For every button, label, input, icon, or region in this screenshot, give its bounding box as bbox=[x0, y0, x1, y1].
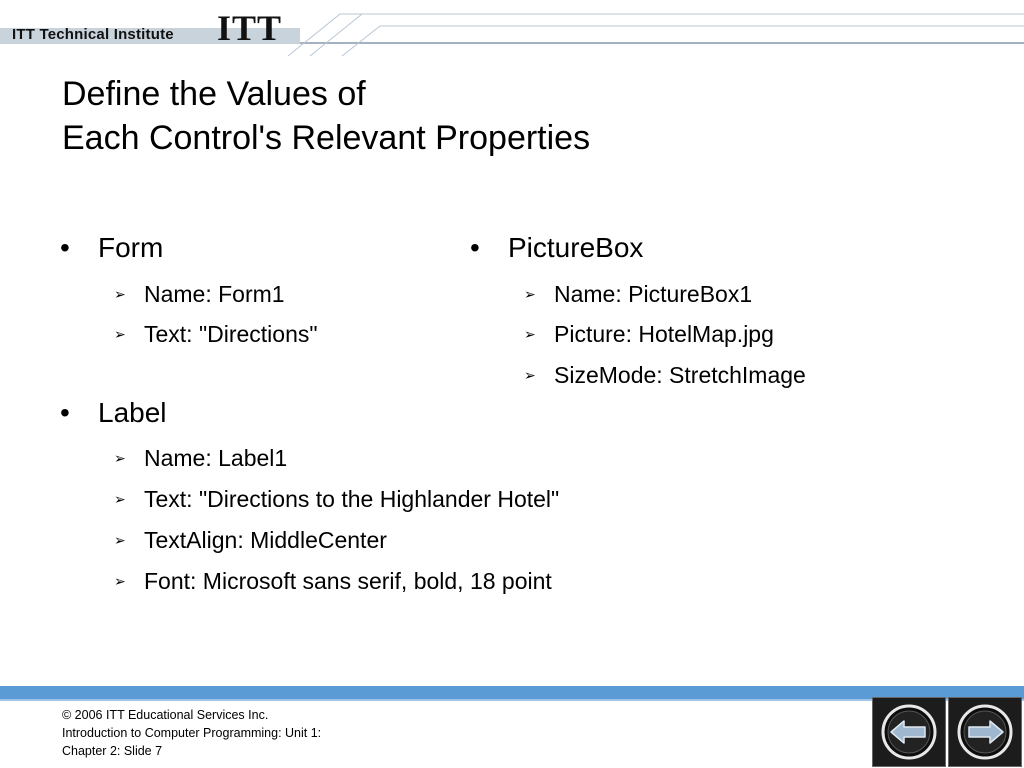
footer-band-shadow bbox=[0, 699, 1024, 701]
sub-item-label-font: ➢ Font: Microsoft sans serif, bold, 18 point bbox=[114, 568, 552, 594]
title-line-1: Define the Values of bbox=[62, 75, 366, 113]
arrow-bullet-icon: ➢ bbox=[114, 450, 126, 466]
slide-header bbox=[0, 0, 1024, 60]
institute-name: ITT Technical Institute bbox=[12, 26, 174, 43]
arrow-right-icon bbox=[954, 703, 1016, 761]
sub-item-picturebox-name: ➢ Name: PictureBox1 bbox=[524, 281, 753, 307]
footer-line-3: Chapter 2: Slide 7 bbox=[62, 744, 163, 758]
arrow-bullet-icon: ➢ bbox=[524, 367, 536, 383]
bullet-dot: • bbox=[470, 232, 480, 263]
header-decoration bbox=[280, 0, 1024, 58]
bullet-label-label: Label bbox=[98, 397, 167, 428]
bullet-form bbox=[60, 231, 163, 265]
arrow-bullet-icon: ➢ bbox=[114, 326, 126, 342]
sub-item-picturebox-picture: ➢ Picture: HotelMap.jpg bbox=[524, 321, 774, 347]
sub-item-label-name: ➢ Name: Label1 bbox=[114, 445, 288, 471]
footer-band bbox=[0, 686, 1024, 699]
itt-logo: ITT bbox=[217, 8, 283, 48]
arrow-bullet-icon: ➢ bbox=[114, 286, 126, 302]
slide-title bbox=[62, 72, 962, 160]
footer-copyright bbox=[62, 706, 321, 760]
arrow-left-icon bbox=[878, 703, 940, 761]
sub-item-picturebox-sizemode: ➢ SizeMode: StretchImage bbox=[524, 362, 806, 388]
arrow-bullet-icon: ➢ bbox=[114, 532, 126, 548]
arrow-bullet-icon: ➢ bbox=[114, 491, 126, 507]
bullet-dot: • bbox=[60, 232, 70, 263]
sub-item-form-name: ➢ Name: Form1 bbox=[114, 281, 285, 307]
bullet-picturebox-label: PictureBox bbox=[508, 232, 644, 263]
arrow-bullet-icon: ➢ bbox=[114, 573, 126, 589]
next-slide-button[interactable] bbox=[948, 697, 1022, 767]
bullet-label bbox=[60, 396, 167, 430]
sub-item-label-textalign: ➢ TextAlign: MiddleCenter bbox=[114, 527, 387, 553]
bullet-picturebox bbox=[470, 231, 643, 265]
footer-line-2: Introduction to Computer Programming: Unit 1: bbox=[62, 726, 322, 740]
arrow-bullet-icon: ➢ bbox=[524, 326, 536, 342]
bullet-form-label: Form bbox=[98, 232, 164, 263]
sub-item-form-text: ➢ Text: "Directions" bbox=[114, 321, 318, 347]
title-line-2: Each Control's Relevant Properties bbox=[62, 119, 591, 157]
footer-line-1: © 2006 ITT Educational Services Inc. bbox=[62, 708, 269, 722]
sub-item-label-text: ➢ Text: "Directions to the Highlander Hotel" bbox=[114, 486, 560, 512]
arrow-bullet-icon: ➢ bbox=[524, 286, 536, 302]
bullet-dot: • bbox=[60, 397, 70, 428]
previous-slide-button[interactable] bbox=[872, 697, 946, 767]
